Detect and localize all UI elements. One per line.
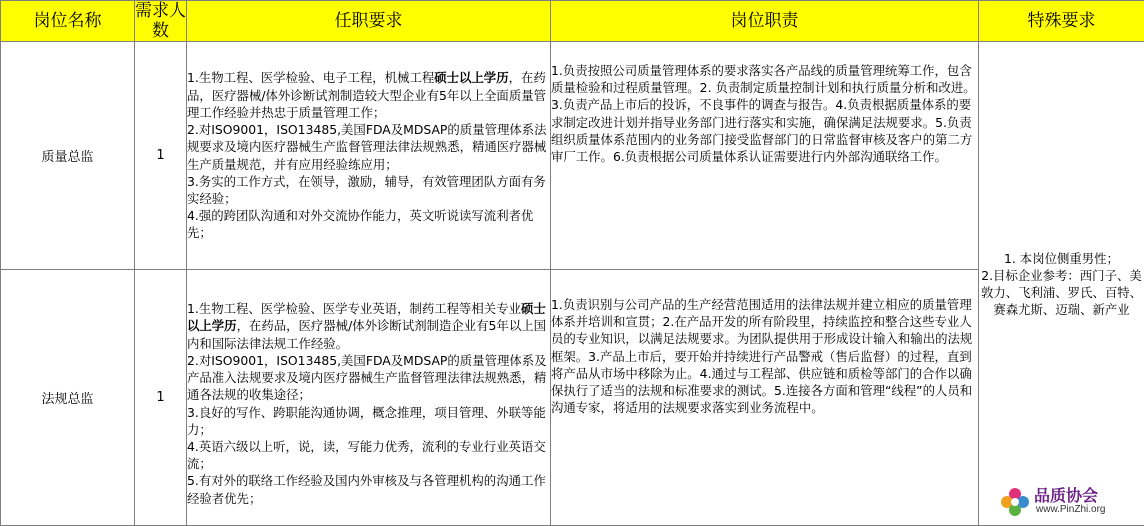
requirement-item: 2.对ISO9001，ISO13485,美国FDA及MDSAP的质量管理体系法规要求及境内医疗器械生产监督管理法律法规熟悉，精通医疗器械生产质量规范，并有应用经验练应用； bbox=[187, 121, 550, 173]
requirement-item: 4.强的跨团队沟通和对外交流协作能力，英文听说读写流利者优先； bbox=[187, 207, 550, 241]
requirement-item: 1.生物工程、医学检验、电子工程，机械工程硕士以上学历，在药品，医疗器械/体外诊断试剂制造较大型企业有5年以上全面质量管理工作经验并热忠于质量管理工作； bbox=[187, 69, 550, 121]
watermark-url: www.PinZhi.org bbox=[1036, 504, 1105, 515]
header-name: 岗位名称 bbox=[1, 1, 135, 42]
duties-cell: 1.负责识别与公司产品的生产经营范围适用的法律法规并建立相应的质量管理体系并培训和宣贯；2.在产品开发的所有阶段里，持续监控和整合这些专业人员的专业知识，以满足法规要求。为团队提供用于形成设计输入和输出的法规框架。3.产品上市后，要开始并持续进行产品警戒（售后监督）的过程，直到将产品从市场中移除为止。4.通过与工程部、供应链和质检等部门的合作以确保执行了适当的法规和标准要求的测试。5.连接各方面和管理“线程”的人员和沟通专家，将适用的法规要求落实到业务流程中。 bbox=[551, 270, 979, 526]
duties-cell: 1.负责按照公司质量管理体系的要求落实各产品线的质量管理统筹工作，包含质量检验和过程质量管理。2. 负责制定质量控制计划和执行质量分析和改进。 3.负责产品上市后的投诉，不良事件的调查与报告。4.负责根据质量体系的要求制定改进计划并指导业务部门进行落实和实施，确保满足法规要求。5.负责组织质量体系范围内的业务部门接受监督部门的日常监督审核及客户的第二方审厂工作。6.负责根据公司质量体系认证需要进行内外部沟通联络工作。 bbox=[551, 42, 979, 270]
watermark-title: 品质协会 bbox=[1034, 483, 1098, 506]
position-count: 1 bbox=[135, 42, 187, 270]
special-line: 2.目标企业参考：西门子、美敦力、飞利浦、罗氏、百特、赛森尤斯、迈瑞、新产业 bbox=[979, 267, 1144, 318]
requirement-item: 3.务实的工作方式，在领导，激励，辅导，有效管理团队方面有务实经验； bbox=[187, 173, 550, 207]
header-special: 特殊要求 bbox=[979, 1, 1144, 42]
header-demand: 需求人数 bbox=[135, 1, 187, 42]
requirement-item: 2.对ISO9001，ISO13485,美国FDA及MDSAP的质量管理体系及产品准入法规要求及境内医疗器械生产监督管理法律法规熟悉，精通各法规的收集途径； bbox=[187, 352, 550, 404]
header-row bbox=[1, 1, 1144, 42]
flower-icon bbox=[998, 485, 1032, 519]
position-name: 质量总监 bbox=[1, 42, 135, 270]
requirement-item: 1.生物工程、医学检验、医学专业英语，制药工程等相关专业硕士以上学历，在药品，医疗器械/体外诊断试剂制造企业有5年以上国内和国际法律法规工作经验。 bbox=[187, 300, 550, 352]
header-duties: 岗位职责 bbox=[551, 1, 979, 42]
table-row bbox=[1, 42, 1144, 270]
requirement-item: 3.良好的写作、跨职能沟通协调，概念推理，项目管理、外联等能力； bbox=[187, 404, 550, 438]
position-count: 1 bbox=[135, 270, 187, 526]
requirement-item: 4.英语六级以上听，说，读，写能力优秀，流利的专业行业英语交流； bbox=[187, 438, 550, 472]
requirements-cell bbox=[187, 270, 551, 526]
special-line: 1. 本岗位侧重男性； bbox=[979, 250, 1144, 267]
special-requirements-cell bbox=[979, 42, 1144, 526]
position-name: 法规总监 bbox=[1, 270, 135, 526]
requirement-item: 5.有对外的联络工作经验及国内外审核及与各管理机构的沟通工作经验者优先； bbox=[187, 472, 550, 506]
table-row bbox=[1, 270, 1144, 526]
header-requirements: 任职要求 bbox=[187, 1, 551, 42]
watermark-logo bbox=[998, 483, 1136, 521]
requirements-cell bbox=[187, 42, 551, 270]
